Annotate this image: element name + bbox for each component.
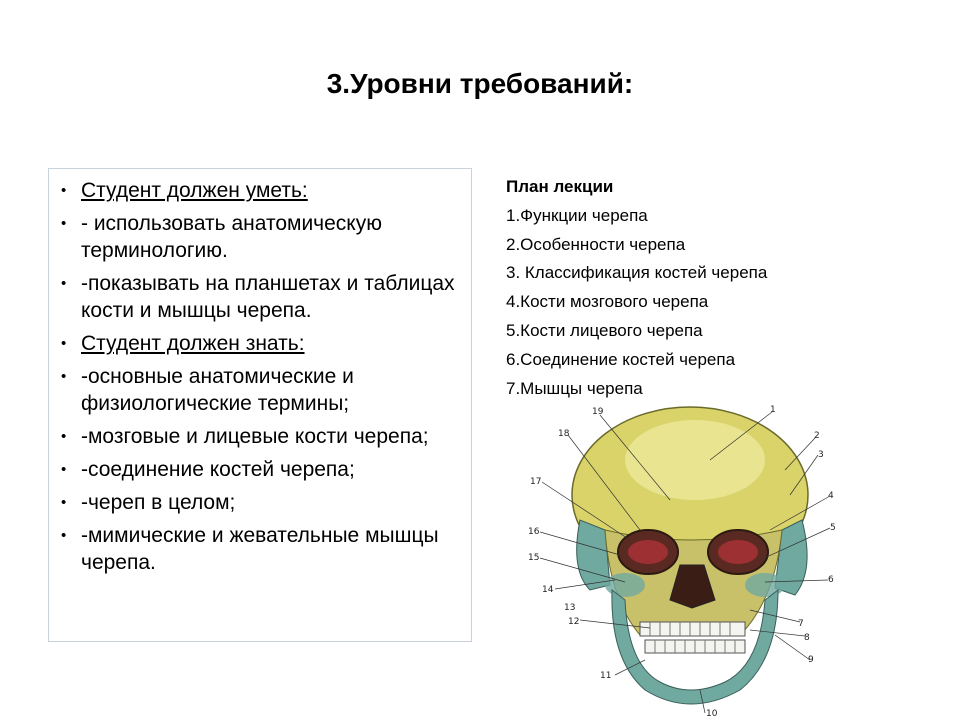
skull-label: 6 [828, 575, 834, 585]
requirement-item: • -показывать на планшетах и таблицах кости и мышцы черепа. [57, 270, 461, 324]
skull-label: 11 [600, 671, 612, 681]
slide-title: 3.Уровни требований: [326, 68, 634, 99]
skull-label: 7 [798, 619, 804, 629]
requirement-item: • - использовать анатомическую терминологию. [57, 210, 461, 264]
lecture-plan [506, 173, 767, 403]
plan-item: 5.Кости лицевого черепа [506, 320, 703, 340]
requirement-item: • -основные анатомические и физиологические термины; [57, 363, 461, 417]
skull-label: 14 [542, 585, 554, 595]
skull-label: 17 [530, 477, 542, 487]
plan-item: 6.Соединение костей черепа [506, 349, 736, 369]
requirements-box [48, 168, 472, 642]
skull-label: 3 [818, 450, 824, 460]
skull-label: 1 [770, 405, 776, 415]
requirement-item: • Студент должен уметь: [57, 177, 461, 204]
skull-label: 5 [830, 523, 836, 533]
skull-label: 16 [528, 527, 540, 537]
plan-item: 2.Особенности черепа [506, 234, 686, 254]
skull-label: 9 [808, 655, 814, 665]
skull-label: 2 [814, 431, 820, 441]
skull-illustration [520, 400, 850, 720]
plan-item: 3. Классификация костей черепа [506, 263, 768, 283]
requirement-item: • -соединение костей черепа; [57, 456, 461, 483]
skull-label: 4 [828, 491, 834, 501]
requirement-item: • -мимические и жевательные мышцы черепа. [57, 522, 461, 576]
skull-label: 15 [528, 553, 540, 563]
skull-label: 19 [592, 407, 604, 417]
skull-label: 8 [804, 633, 810, 643]
plan-item: 1.Функции черепа [506, 205, 648, 225]
requirement-item: • Студент должен знать: [57, 330, 461, 357]
requirement-item: • -череп в целом; [57, 489, 461, 516]
skull-label: 18 [558, 429, 570, 439]
plan-item: 4.Кости мозгового черепа [506, 292, 709, 312]
skull-label: 10 [706, 709, 718, 719]
skull-label: 13 [564, 603, 576, 613]
plan-item: 7.Мышцы черепа [506, 378, 643, 398]
requirements-list [57, 177, 461, 576]
plan-title: План лекции [506, 177, 614, 196]
skull-label: 12 [568, 617, 580, 627]
requirement-item: • -мозговые и лицевые кости черепа; [57, 423, 461, 450]
skull-image [520, 400, 850, 720]
